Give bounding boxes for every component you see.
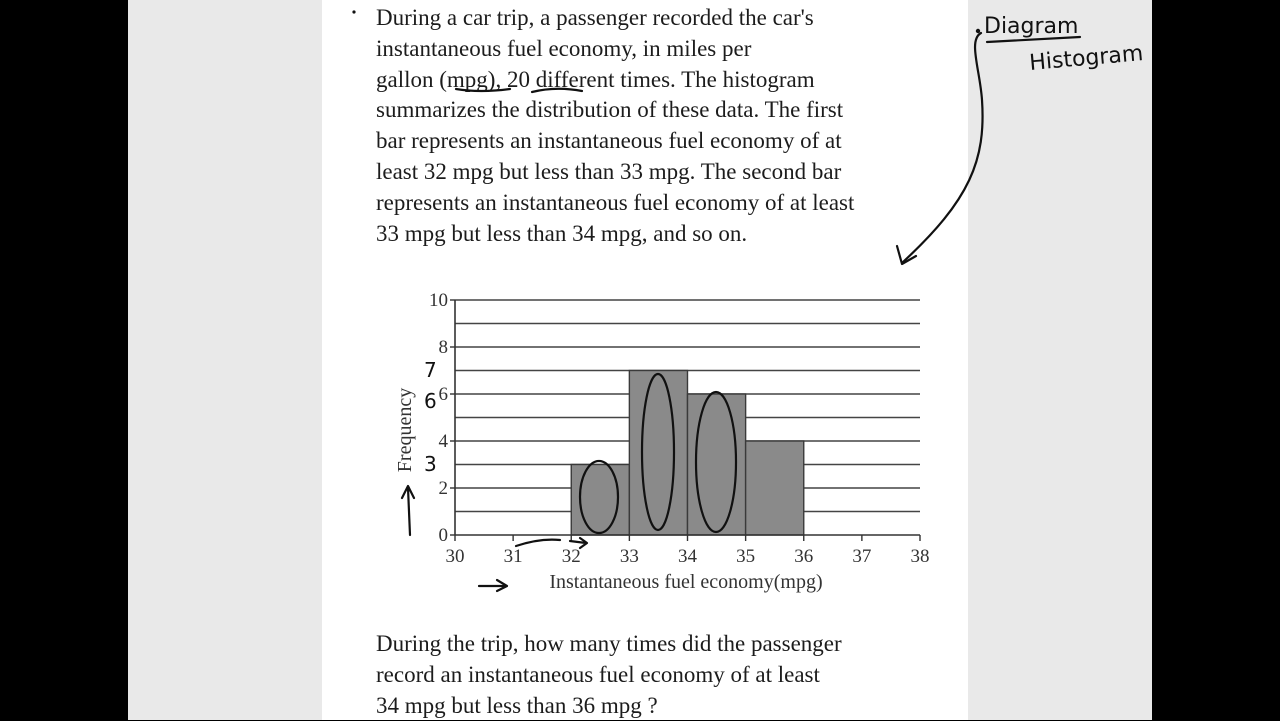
x-tick-label: 31 xyxy=(503,546,523,567)
x-tick-label: 35 xyxy=(736,546,756,567)
up-arrow xyxy=(402,486,414,535)
text-line: During the trip, how many times did the passenger xyxy=(376,631,842,656)
histogram-bar xyxy=(629,371,687,536)
freq-mark-3: 3 xyxy=(424,452,437,476)
histogram-bar xyxy=(746,441,804,535)
pen-dot xyxy=(976,29,980,33)
x-tick-label: 36 xyxy=(794,546,814,567)
x-tick-label: 34 xyxy=(678,546,697,567)
bar-layer xyxy=(571,371,804,536)
diagram-note: Diagram xyxy=(984,14,1079,39)
x-tick-label: 32 xyxy=(561,546,581,567)
underline-20 xyxy=(532,89,582,92)
text-line: summarizes the distribution of these data. The first xyxy=(376,97,844,123)
pen-dot xyxy=(352,10,355,13)
y-tick-label: 0 xyxy=(438,525,448,546)
histogram-note: Histogram xyxy=(1028,41,1145,76)
text-line: 33 mpg but less than 34 mpg, and so on. xyxy=(376,220,748,246)
x-tick-label: 33 xyxy=(619,546,639,567)
text-line: represents an instantaneous fuel economy of at least xyxy=(376,189,855,215)
x-axis-label: Instantaneous fuel economy(mpg) xyxy=(549,571,823,593)
text-line: instantaneous fuel economy, in miles per xyxy=(376,35,752,61)
y-tick-label: 4 xyxy=(438,431,448,452)
arrowhead xyxy=(897,246,916,264)
x-tick-label: 38 xyxy=(910,546,930,567)
y-tick-label: 8 xyxy=(438,337,448,358)
right-arrow xyxy=(479,580,507,591)
x-tick-label: 37 xyxy=(852,546,872,567)
text-line: record an instantaneous fuel economy of at least xyxy=(376,661,820,687)
text-line: bar represents an instantaneous fuel economy of at xyxy=(376,128,842,154)
text-line: least 32 mpg but less than 33 mpg. The second bar xyxy=(376,158,842,184)
y-tick-label: 2 xyxy=(438,478,448,499)
y-axis-label: Frequency xyxy=(394,387,416,473)
text-line: 34 mpg but less than 36 mpg ? xyxy=(376,692,658,718)
text-line: gallon (mpg), 20 different times. The histogram xyxy=(376,66,815,92)
freq-mark-7: 7 xyxy=(424,358,437,382)
curved-arrow xyxy=(903,33,983,262)
freq-mark-6: 6 xyxy=(424,389,437,413)
y-tick-label: 6 xyxy=(438,384,448,405)
underline-mpg xyxy=(456,89,510,91)
y-tick-label: 10 xyxy=(429,290,448,311)
text-line: During a car trip, a passenger recorded the car's xyxy=(376,5,814,30)
x-tick-label: 30 xyxy=(445,546,465,567)
